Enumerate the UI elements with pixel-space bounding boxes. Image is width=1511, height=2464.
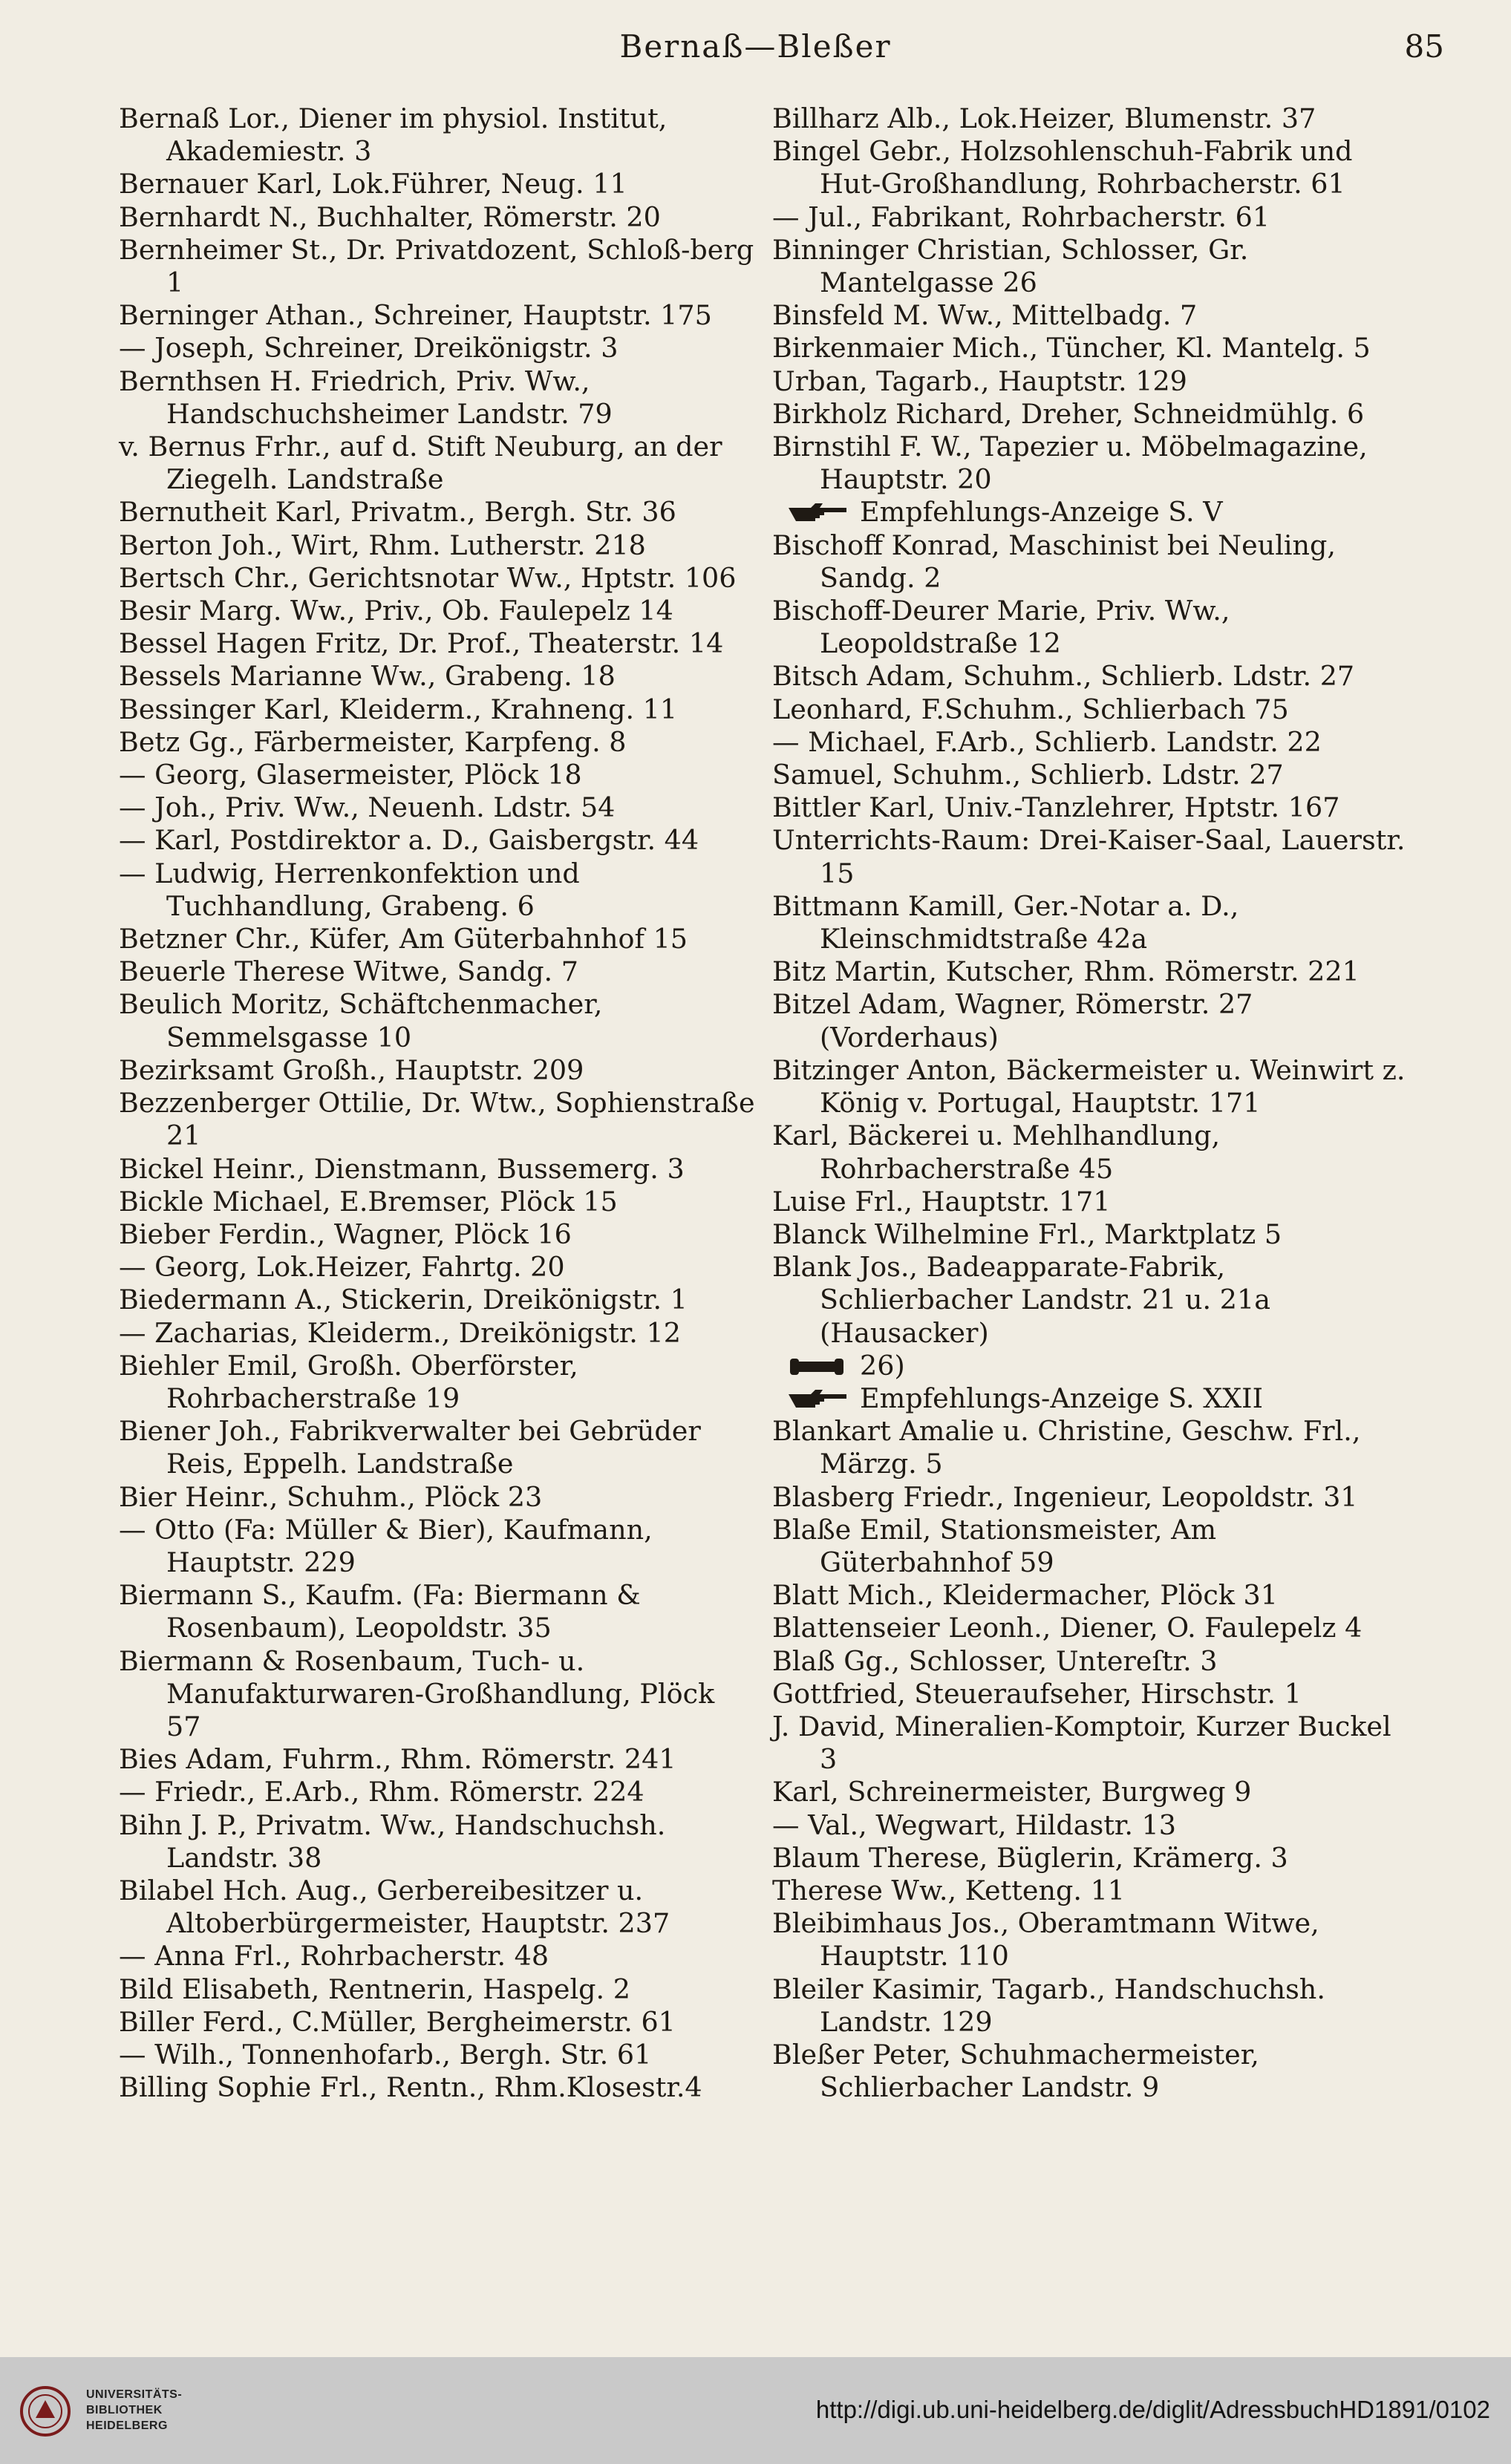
ad-reference-text: Empfehlungs-Anzeige S. V	[860, 496, 1223, 529]
list-item: Blaß Gg., Schlosser, Untereſtr. 3	[772, 1644, 1218, 1677]
list-item: Bitzel Adam, Wagner, Römerstr. 27 (Vorderhaus)	[772, 988, 1253, 1053]
list-item: — Friedr., E.Arb., Rhm. Römerstr. 224	[119, 1776, 644, 1808]
list-item: Blasberg Friedr., Ingenieur, Leopoldstr. 31	[772, 1480, 1358, 1513]
list-item: Gottfried, Steueraufseher, Hirschstr. 1	[772, 1677, 1302, 1710]
list-item: J. David, Mineralien-Komptoir, Kurzer Buckel 3	[772, 1710, 1391, 1776]
running-head	[0, 21, 1511, 88]
list-item: Biehler Emil, Großh. Oberförster, Rohrbacherstraße 19	[119, 1349, 578, 1414]
list-item: Bischoff-Deurer Marie, Priv. Ww., Leopoldstraße 12	[772, 595, 1230, 660]
list-item: Betzner Chr., Küfer, Am Güterbahnhof 15	[119, 923, 688, 955]
list-item: v. Bernus Frhr., auf d. Stift Neuburg, an der Ziegelh. Landstraße	[119, 431, 722, 496]
list-item: — Jul., Fabrikant, Rohrbacherstr. 61	[772, 200, 1270, 233]
list-item: Billing Sophie Frl., Rentn., Rhm.Klosestr.4	[119, 2071, 702, 2104]
library-name: UNIVERSITÄTS- BIBLIOTHEK HEIDELBERG	[86, 2388, 183, 2432]
right-column	[772, 102, 1411, 2104]
list-item: — Ludwig, Herrenkonfektion und Tuchhandlung, Grabeng. 6	[119, 857, 580, 922]
list-item: Bilabel Hch. Aug., Gerbereibesitzer u. Altoberbürgermeister, Hauptstr. 237	[119, 1874, 670, 1940]
list-item: Bessel Hagen Fritz, Dr. Prof., Theaterstr. 14	[119, 627, 724, 660]
list-item: Bessinger Karl, Kleiderm., Krahneng. 11	[119, 693, 678, 725]
list-item: — Georg, Lok.Heizer, Fahrtg. 20	[119, 1251, 565, 1284]
list-item: Bingel Gebr., Holzsohlenschuh-Fabrik und Hut-Großhandlung, Rohrbacherstr. 61	[772, 135, 1353, 200]
list-item: Bitsch Adam, Schuhm., Schlierb. Ldstr. 27	[772, 660, 1355, 693]
list-item: Bild Elisabeth, Rentnerin, Haspelg. 2	[119, 1973, 630, 2005]
list-item: — Anna Frl., Rohrbacherstr. 48	[119, 1940, 549, 1973]
list-item: Besir Marg. Ww., Priv., Ob. Faulepelz 14	[119, 595, 673, 627]
list-item: Bernutheit Karl, Privatm., Bergh. Str. 36	[119, 496, 676, 529]
telephone-icon	[787, 1356, 849, 1378]
list-item: Biener Joh., Fabrikverwalter bei Gebrüder Reis, Eppelh. Landstraße	[119, 1415, 701, 1480]
list-item: Bernhardt N., Buchhalter, Römerstr. 20	[119, 200, 661, 233]
list-item: — Otto (Fa: Müller & Bier), Kaufmann, Hauptstr. 229	[119, 1513, 653, 1578]
list-item: Blattenseier Leonh., Diener, O. Faulepelz 4	[772, 1612, 1362, 1644]
list-item: Beuerle Therese Witwe, Sandg. 7	[119, 955, 578, 988]
list-item: Urban, Tagarb., Hauptstr. 129	[772, 365, 1187, 397]
phone-number-text: 26)	[860, 1349, 905, 1382]
advertisement-reference	[772, 1382, 1411, 1415]
library-seal-icon	[19, 2385, 71, 2437]
list-item: Bischoff Konrad, Maschinist bei Neuling, Sandg. 2	[772, 529, 1337, 594]
list-item: Bernauer Karl, Lok.Führer, Neug. 11	[119, 168, 627, 200]
list-item: — Georg, Glasermeister, Plöck 18	[119, 759, 582, 791]
list-item: Bieber Ferdin., Wagner, Plöck 16	[119, 1218, 572, 1250]
left-column	[119, 102, 757, 2104]
list-item: Bitzinger Anton, Bäckermeister u. Weinwirt z. König v. Portugal, Hauptstr. 171	[772, 1053, 1406, 1120]
list-item: Bleßer Peter, Schuhmachermeister, Schlierbacher Landstr. 9	[772, 2038, 1259, 2104]
phone-reference	[772, 1350, 1411, 1382]
list-item: Bertsch Chr., Gerichtsnotar Ww., Hptstr. 106	[119, 561, 737, 594]
list-item: Blank Jos., Badeapparate-Fabrik, Schlierbacher Landstr. 21 u. 21a (Hausacker)	[772, 1251, 1270, 1349]
list-item: Luise Frl., Hauptstr. 171	[772, 1185, 1111, 1218]
list-item: Birkenmaier Mich., Tüncher, Kl. Mantelg. 5	[772, 332, 1371, 365]
list-item: — Joseph, Schreiner, Dreikönigstr. 3	[119, 332, 619, 365]
pointing-hand-icon	[787, 502, 849, 524]
list-item: — Zacharias, Kleiderm., Dreikönigstr. 12	[119, 1316, 681, 1349]
list-item: Blankart Amalie u. Christine, Geschw. Frl., Märzg. 5	[772, 1415, 1361, 1480]
pointing-hand-icon	[787, 1388, 849, 1411]
list-item: Berninger Athan., Schreiner, Hauptstr. 175	[119, 299, 712, 332]
list-item: Bickle Michael, E.Bremser, Plöck 15	[119, 1185, 618, 1218]
list-item: Bier Heinr., Schuhm., Plöck 23	[119, 1480, 543, 1513]
list-item: Blatt Mich., Kleidermacher, Plöck 31	[772, 1579, 1279, 1612]
list-item: Beulich Moritz, Schäftchenmacher, Semmelsgasse 10	[119, 988, 603, 1053]
list-item: Karl, Bäckerei u. Mehlhandlung, Rohrbacherstraße 45	[772, 1120, 1221, 1185]
list-item: Binsfeld M. Ww., Mittelbadg. 7	[772, 299, 1198, 332]
list-item: Leonhard, F.Schuhm., Schlierbach 75	[772, 693, 1289, 725]
list-item: Bleibimhaus Jos., Oberamtmann Witwe, Hauptstr. 110	[772, 1907, 1319, 1973]
list-item: — Michael, F.Arb., Schlierb. Landstr. 22	[772, 725, 1322, 758]
list-item: Bezzenberger Ottilie, Dr. Wtw., Sophienstraße 21	[119, 1087, 755, 1152]
list-item: Biedermann A., Stickerin, Dreikönigstr. 1	[119, 1284, 688, 1316]
list-item: Bies Adam, Fuhrm., Rhm. Römerstr. 241	[119, 1743, 676, 1776]
source-url[interactable]: http://digi.ub.uni-heidelberg.de/diglit/AdressbuchHD1891/0102	[815, 2396, 1490, 2423]
list-item: Bittler Karl, Univ.-Tanzlehrer, Hptstr. 167	[772, 791, 1340, 824]
list-item: Blaum Therese, Büglerin, Krämerg. 3	[772, 1841, 1288, 1874]
list-item: Biller Ferd., C.Müller, Bergheimerstr. 61	[119, 2005, 676, 2038]
list-item: Biermann S., Kaufm. (Fa: Biermann & Rosenbaum), Leopoldstr. 35	[119, 1579, 641, 1644]
list-item: Berton Joh., Wirt, Rhm. Lutherstr. 218	[119, 529, 646, 561]
list-item: Blanck Wilhelmine Frl., Marktplatz 5	[772, 1218, 1282, 1250]
list-item: Bihn J. P., Privatm. Ww., Handschuchsh. Landstr. 38	[119, 1808, 666, 1874]
list-item: Betz Gg., Färbermeister, Karpfeng. 8	[119, 725, 627, 758]
list-item: Bleiler Kasimir, Tagarb., Handschuchsh. Landstr. 129	[772, 1973, 1325, 2038]
list-item: Biermann & Rosenbaum, Tuch- u. Manufakturwaren-Großhandlung, Plöck 57	[119, 1644, 715, 1742]
list-item: Birnstihl F. W., Tapezier u. Möbelmagazine, Hauptstr. 20	[772, 431, 1368, 496]
list-item: Therese Ww., Ketteng. 11	[772, 1874, 1126, 1906]
page-number: 85	[1404, 28, 1444, 65]
list-item: Bittmann Kamill, Ger.-Notar a. D., Kleinschmidtstraße 42a	[772, 889, 1239, 955]
list-item: Bezirksamt Großh., Hauptstr. 209	[119, 1053, 584, 1086]
list-item: Blaße Emil, Stationsmeister, Am Güterbahnhof 59	[772, 1513, 1217, 1578]
page-title: Bernaß—Bleßer	[619, 28, 892, 65]
ad-reference-text: Empfehlungs-Anzeige S. XXII	[860, 1382, 1264, 1414]
list-item: Billharz Alb., Lok.Heizer, Blumenstr. 37	[772, 102, 1316, 134]
list-item: Bernthsen H. Friedrich, Priv. Ww., Handschuchsheimer Landstr. 79	[119, 365, 613, 430]
list-item: Bernaß Lor., Diener im physiol. Institut, Akademiestr. 3	[119, 102, 668, 168]
list-item: Binninger Christian, Schlosser, Gr. Mantelgasse 26	[772, 233, 1249, 299]
list-item: Bickel Heinr., Dienstmann, Bussemerg. 3	[119, 1152, 685, 1185]
list-item: Bessels Marianne Ww., Grabeng. 18	[119, 660, 616, 693]
list-item: — Val., Wegwart, Hildastr. 13	[772, 1808, 1176, 1841]
list-item: Bernheimer St., Dr. Privatdozent, Schloß-berg 1	[119, 233, 754, 299]
list-item: Karl, Schreinermeister, Burgweg 9	[772, 1776, 1252, 1808]
list-item: Unterrichts-Raum: Drei-Kaiser-Saal, Lauerstr. 15	[772, 824, 1406, 889]
list-item: Birkholz Richard, Dreher, Schneidmühlg. 6	[772, 397, 1365, 430]
list-item: — Joh., Priv. Ww., Neuenh. Ldstr. 54	[119, 791, 616, 824]
list-item: Samuel, Schuhm., Schlierb. Ldstr. 27	[772, 759, 1284, 791]
list-item: — Wilh., Tonnenhofarb., Bergh. Str. 61	[119, 2038, 652, 2071]
list-item: Bitz Martin, Kutscher, Rhm. Römerstr. 221	[772, 955, 1360, 988]
advertisement-reference	[772, 496, 1411, 529]
list-item: — Karl, Postdirektor a. D., Gaisbergstr. 44	[119, 824, 699, 857]
viewer-footer	[0, 2357, 1511, 2464]
